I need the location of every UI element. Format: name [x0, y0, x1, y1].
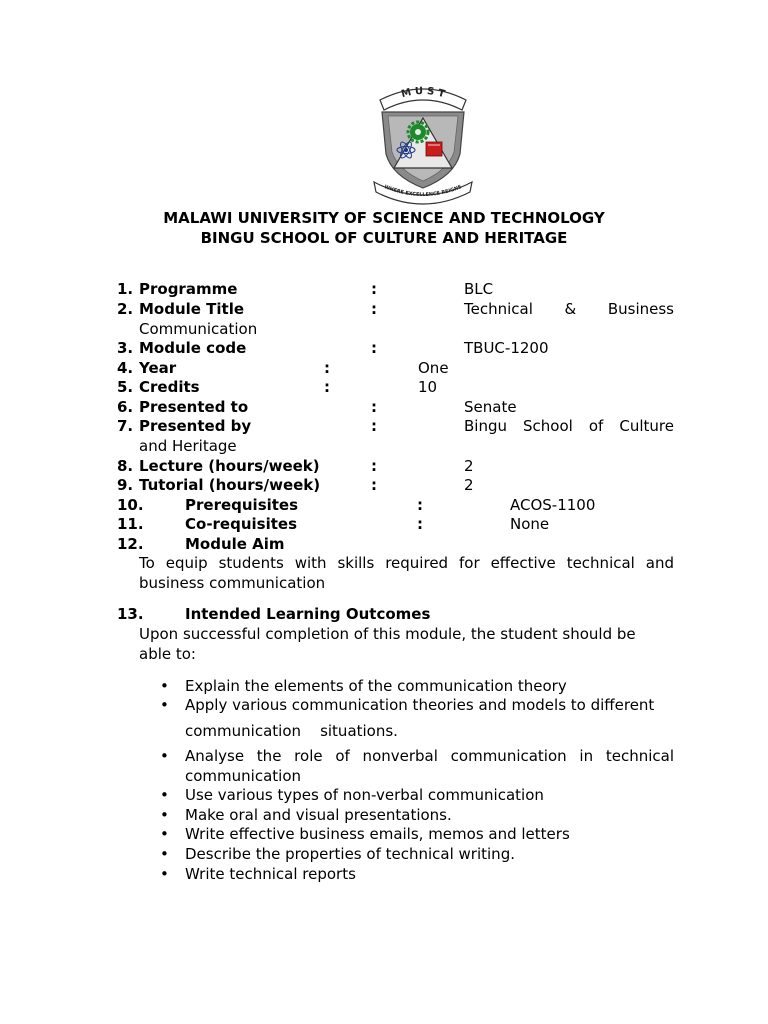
item-number: 13.: [117, 605, 144, 623]
item-number: 7.: [117, 417, 134, 435]
school-name: BINGU SCHOOL OF CULTURE AND HERITAGE: [200, 229, 568, 247]
ilo-intro: Upon successful completion of this module, the student should be: [139, 625, 636, 643]
item-colon: :: [371, 417, 377, 435]
bullet-icon: •: [160, 825, 169, 843]
item-number: 10.: [117, 496, 144, 514]
value-word: &: [564, 300, 577, 318]
item-label: Programme: [139, 280, 238, 298]
item-value: Senate: [464, 398, 517, 416]
item-value: [464, 300, 674, 320]
value-word: of: [588, 417, 604, 435]
item-label: Credits: [139, 378, 200, 396]
item-value-continuation: Communication: [139, 320, 258, 338]
item-number: 11.: [117, 515, 144, 533]
bullet-icon: •: [160, 845, 169, 863]
value-word: Technical: [464, 300, 533, 318]
value-word: School: [523, 417, 573, 435]
bullet-icon: •: [160, 786, 169, 804]
item-number: 6.: [117, 398, 134, 416]
item-colon: :: [324, 359, 330, 377]
item-value: None: [510, 515, 550, 533]
item-value: BLC: [464, 280, 494, 298]
item-number: 2.: [117, 300, 134, 318]
item-colon: :: [417, 515, 423, 533]
ilo-intro: able to:: [139, 645, 196, 663]
item-label: Module Title: [139, 300, 245, 318]
item-colon: :: [371, 339, 377, 357]
item-value: 10: [418, 378, 438, 396]
university-name: MALAWI UNIVERSITY OF SCIENCE AND TECHNOLOGY: [163, 209, 605, 227]
list-item: Use various types of non-verbal communication: [185, 786, 544, 804]
item-label: Intended Learning Outcomes: [185, 605, 431, 623]
list-item: Explain the elements of the communication theory: [185, 677, 567, 695]
list-item: Describe the properties of technical writing.: [185, 845, 515, 863]
must-logo: [370, 84, 476, 210]
logo-top-text: M U S T: [400, 85, 447, 101]
item-label: Year: [139, 359, 177, 377]
item-label: Co-requisites: [185, 515, 298, 533]
logo-motto: WHERE EXCELLENCE REIGNS: [383, 184, 463, 199]
item-value: TBUC-1200: [464, 339, 549, 357]
list-item: Write effective business emails, memos and letters: [185, 825, 570, 843]
list-item: communication: [185, 767, 302, 785]
item-value: ACOS-1100: [510, 496, 596, 514]
item-label: Tutorial (hours/week): [139, 476, 321, 494]
item-colon: :: [324, 378, 330, 396]
item-label: Lecture (hours/week): [139, 457, 320, 475]
item-colon: :: [371, 457, 377, 475]
bullet-icon: •: [160, 865, 169, 883]
item-number: 9.: [117, 476, 134, 494]
item-colon: :: [371, 398, 377, 416]
item-label: Module code: [139, 339, 247, 357]
list-item: Apply various communication theories and models to different: [185, 696, 655, 714]
list-item: communication situations.: [185, 722, 398, 740]
list-item: Make oral and visual presentations.: [185, 806, 452, 824]
item-label: Module Aim: [185, 535, 285, 553]
item-label: Prerequisites: [185, 496, 299, 514]
item-value: 2: [464, 457, 474, 475]
item-number: 8.: [117, 457, 134, 475]
item-value: One: [418, 359, 449, 377]
bullet-icon: •: [160, 696, 169, 714]
value-word: Bingu: [464, 417, 507, 435]
module-aim-text: business communication: [139, 574, 326, 592]
module-aim-text: To equip students with skills required for effective technical and: [139, 554, 674, 572]
value-word: Culture: [619, 417, 674, 435]
item-colon: :: [371, 476, 377, 494]
item-number: 5.: [117, 378, 134, 396]
bullet-icon: •: [160, 677, 169, 695]
bullet-icon: •: [160, 747, 169, 765]
item-value: 2: [464, 476, 474, 494]
item-value: [464, 417, 674, 437]
bullet-icon: •: [160, 806, 169, 824]
item-number: 4.: [117, 359, 134, 377]
item-number: 12.: [117, 535, 144, 553]
book-icon: [426, 142, 442, 156]
item-label: Presented by: [139, 417, 252, 435]
list-item: Write technical reports: [185, 865, 356, 883]
item-colon: :: [371, 300, 377, 318]
item-number: 3.: [117, 339, 134, 357]
item-colon: :: [417, 496, 423, 514]
list-item: Analyse the role of nonverbal communication in technical: [185, 747, 674, 765]
item-label: Presented to: [139, 398, 249, 416]
item-colon: :: [371, 280, 377, 298]
value-word: Business: [607, 300, 674, 318]
item-number: 1.: [117, 280, 134, 298]
item-value-continuation: and Heritage: [139, 437, 237, 455]
